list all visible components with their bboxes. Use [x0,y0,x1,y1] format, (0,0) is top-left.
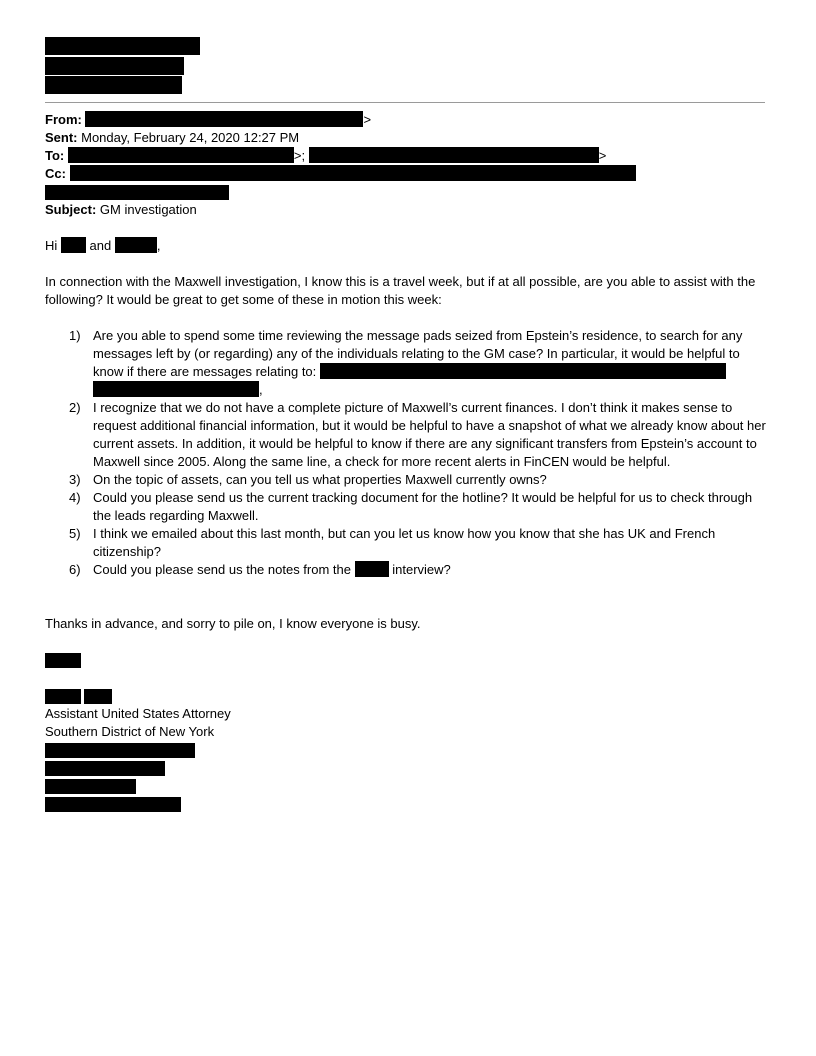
list-item-number: 2) [69,400,81,415]
sent-label: Sent: [45,130,78,145]
greeting-hi: Hi [45,238,58,253]
redacted-individuals-list-continued [93,381,259,397]
redacted-sender-line-2 [45,57,184,75]
redacted-cc-addresses-continued [45,185,229,200]
redacted-interviewee-name [355,561,389,577]
redacted-signoff-name [45,653,81,668]
list-item-text: Could you please send us the current tracking document for the hotline? It would be helpful for us to check through the leads regarding Maxwell. [93,490,753,523]
list-item-text: I think we emailed about this last month, but can you let us know how you know that she has UK and French citizenship? [93,526,716,559]
redacted-sender-line-3 [45,76,182,94]
greeting-and: and [89,238,112,253]
list-item-text-before: Could you please send us the notes from the [93,562,351,577]
to-separator: >; [293,148,306,163]
signature-office: Southern District of New York [45,724,215,739]
request-list [45,327,767,579]
signature-title: Assistant United States Attorney [45,706,231,721]
list-item-4 [45,489,767,525]
greeting [45,237,160,255]
closing-paragraph: Thanks in advance, and sorry to pile on, I know everyone is busy. [45,616,421,631]
redacted-signature-line-3 [45,779,136,794]
redacted-to-address-2 [309,147,599,163]
list-item-number: 1) [69,328,81,343]
redacted-signature-line-2 [45,761,165,776]
list-item-2 [45,399,767,471]
redacted-signature-last-name [84,689,112,704]
to-label: To: [45,148,65,163]
list-item-text: I recognize that we do not have a complete picture of Maxwell’s current finances. I don’t think it makes sense to request additional financial information, but it would be helpful to have a snapshot of what we already know about her current assets. In addition, it would be helpful to know if there are any significant transfers from Epstein’s account to Maxwell since 2005. Along the same line, a check for more recent alerts in FinCEN would be helpful. [93,400,766,469]
redacted-signature-line-1 [45,743,195,758]
list-item-6 [45,561,767,579]
redacted-sender-name [45,37,200,55]
sent-line [45,129,299,147]
list-item-text: Are you able to spend some time reviewing the message pads seized from Epstein’s residence, to search for any messages left by (or regarding) any of the individuals relating to the GM case? In particular, it would be helpful to know if there are messages relating to: [93,328,743,379]
to-line [45,147,606,165]
subject-label: Subject: [45,202,97,217]
list-item-text-after: interview? [392,562,451,577]
redacted-signature-line-4 [45,797,181,812]
list-item-number: 4) [69,490,81,505]
from-suffix: > [363,112,372,127]
list-item-1 [45,327,767,399]
list-item-number: 3) [69,472,81,487]
subject-value: GM investigation [99,202,197,217]
list-item-number: 5) [69,526,81,541]
from-label: From: [45,112,82,127]
subject-line [45,201,197,219]
cc-label: Cc: [45,166,66,181]
intro-paragraph: In connection with the Maxwell investigation, I know this is a travel week, but if at all possible, are you able to assist with the following? It would be great to get some of these in motion this week: [45,274,756,307]
list-item-tail: , [259,382,263,397]
redacted-cc-addresses [70,165,636,181]
list-item-3 [45,471,767,489]
cc-line [45,165,636,183]
list-item-5 [45,525,767,561]
redacted-individuals-list [320,363,726,379]
list-item-number: 6) [69,562,81,577]
list-item-text: On the topic of assets, can you tell us what properties Maxwell currently owns? [93,472,547,487]
to-suffix: > [598,148,607,163]
redacted-recipient-name-2 [115,237,157,253]
from-line [45,111,371,129]
redacted-signature-first-name [45,689,81,704]
header-divider [45,102,765,103]
redacted-to-address-1 [68,147,294,163]
greeting-comma: , [156,238,161,253]
redacted-from-address [85,111,363,127]
sent-value: Monday, February 24, 2020 12:27 PM [81,130,300,145]
redacted-recipient-name-1 [61,237,86,253]
